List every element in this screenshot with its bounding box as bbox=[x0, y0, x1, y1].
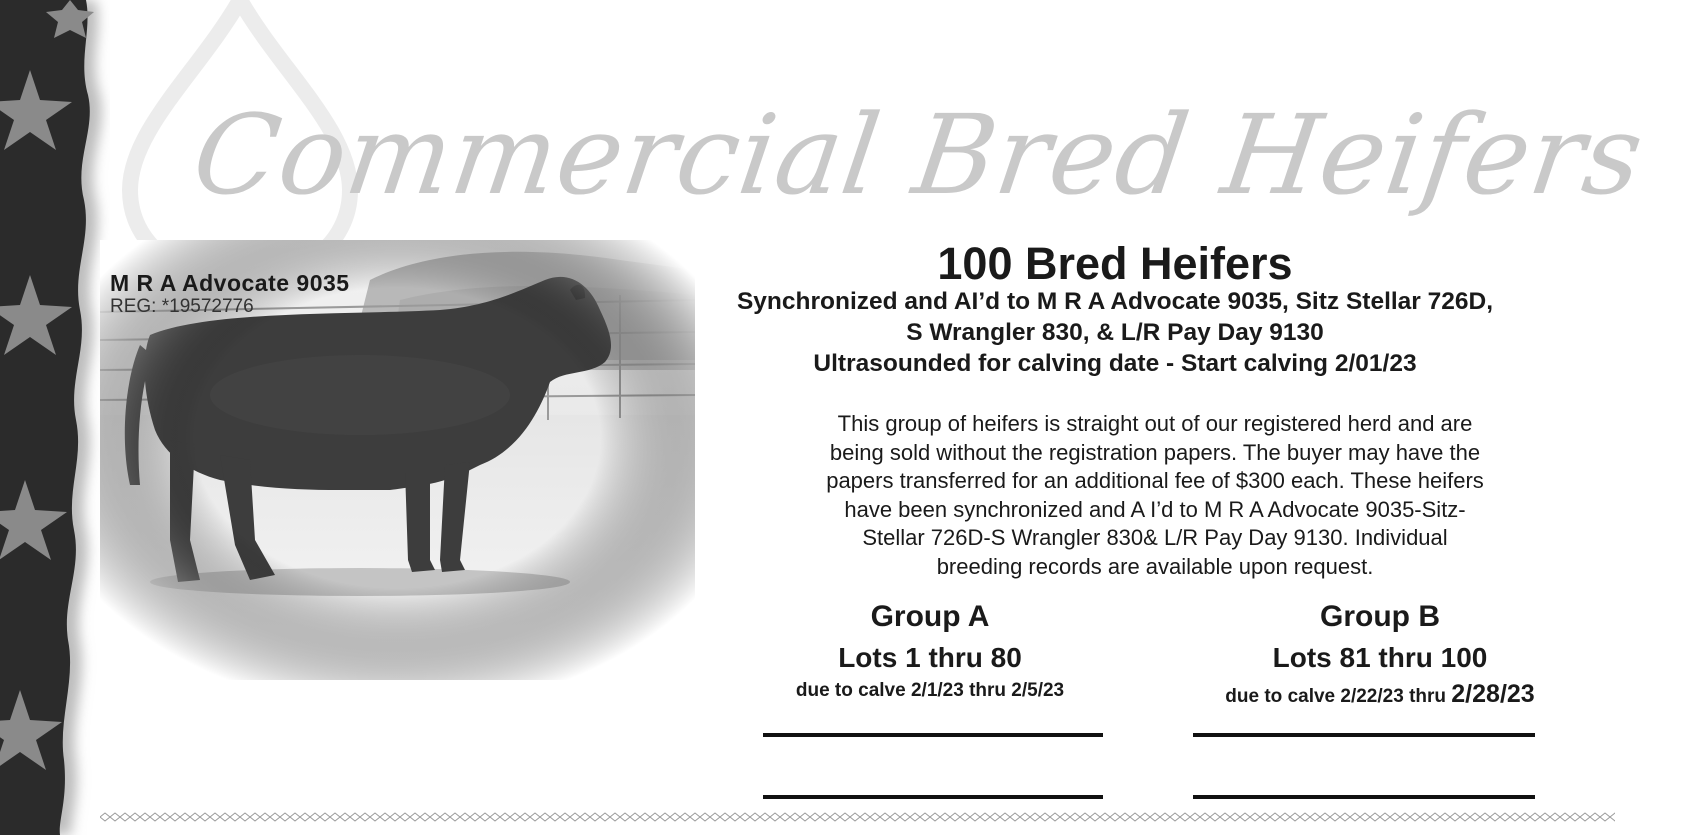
bid-line-a-1 bbox=[763, 733, 1103, 737]
description-paragraph: This group of heifers is straight out of our registered herd and are being sold without the registration papers. The buyer may have the papers transferred for an additional fee of $300 each. These heifers have been synchronized and A I’d to M R A Advocate 9035-Sitz- Stellar 726D-S Wrangler 830& L/R Pay Day 9130. Individual breeding records are available upon request. bbox=[826, 411, 1484, 579]
group-title: Group B bbox=[1320, 600, 1440, 633]
headline-line-1: Synchronized and AI’d to M R A Advocate 9035, Sitz Stellar 726D, bbox=[736, 288, 1494, 315]
headline-line-3: Ultrasounded for calving date - Start calving 2/01/23 bbox=[813, 350, 1417, 377]
footer-border bbox=[100, 812, 1615, 822]
sire-name: M R A Advocate 9035 bbox=[110, 270, 350, 296]
page-title: Commercial Bred Heifers bbox=[186, 91, 1652, 219]
headline-line-2: S Wrangler 830, & L/R Pay Day 9130 bbox=[906, 319, 1324, 346]
group-lots: Lots 1 thru 80 bbox=[838, 642, 1022, 673]
headline-main: 100 Bred Heifers bbox=[937, 238, 1293, 289]
group-due-text: due to calve 2/22/23 thru bbox=[1225, 686, 1446, 707]
group-title: Group A bbox=[870, 600, 990, 633]
bid-line-a-2 bbox=[763, 795, 1103, 799]
bid-line-b-1 bbox=[1193, 733, 1535, 737]
bid-line-b-2 bbox=[1193, 795, 1535, 799]
sire-registration: REG: *19572776 bbox=[110, 296, 254, 317]
star-border-strip bbox=[0, 0, 110, 835]
group-b bbox=[1190, 600, 1570, 709]
group-due-text: due to calve 2/1/23 thru 2/5/23 bbox=[795, 680, 1065, 701]
group-a bbox=[760, 600, 1100, 702]
group-lots: Lots 81 thru 100 bbox=[1272, 642, 1488, 673]
group-due-end: 2/28/23 bbox=[1451, 680, 1535, 708]
group-due bbox=[760, 680, 1100, 702]
group-due bbox=[1190, 680, 1570, 709]
